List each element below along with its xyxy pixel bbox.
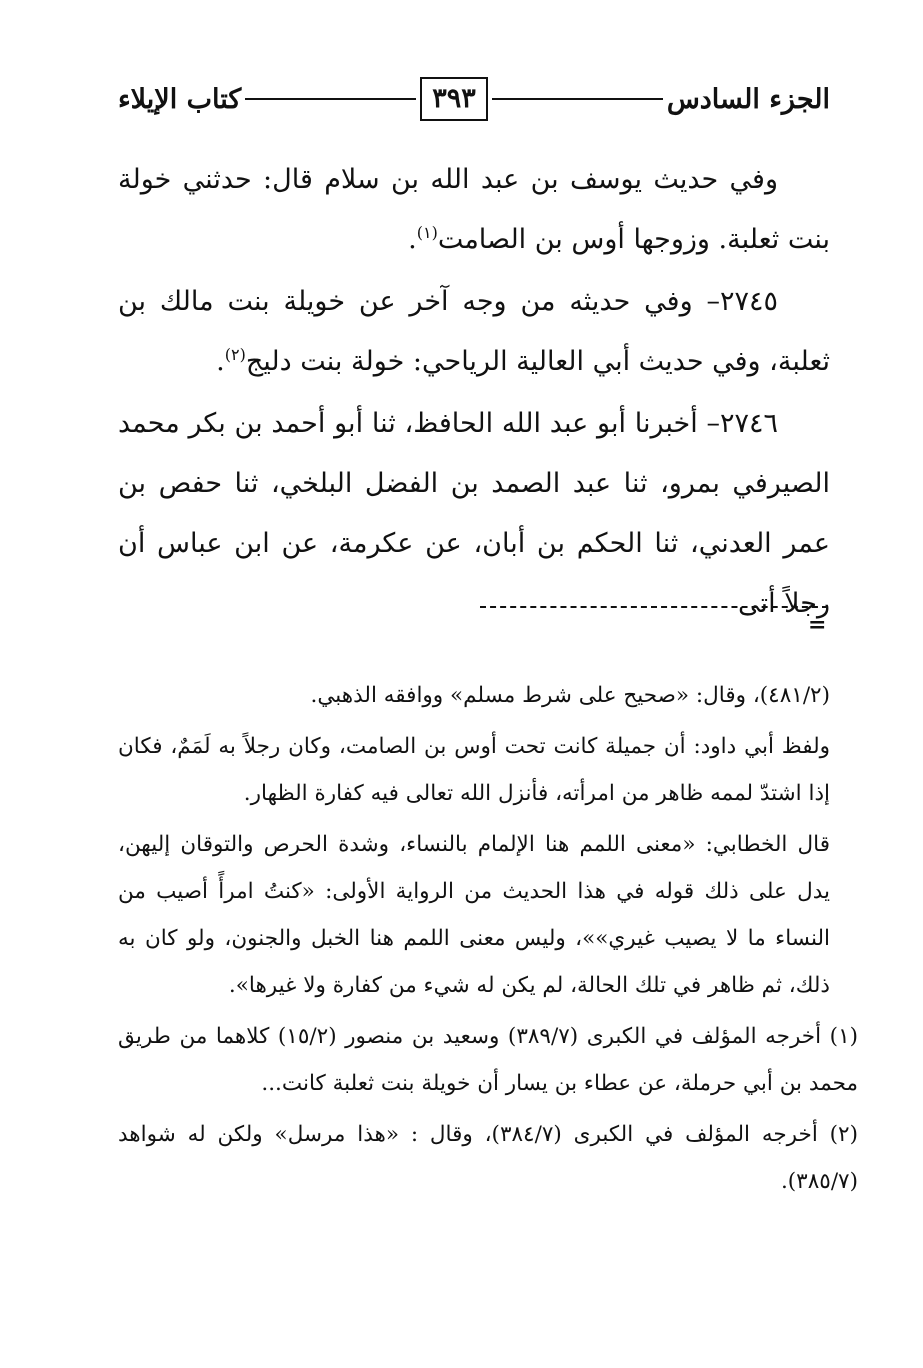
footnote-ref-1: (١) — [416, 223, 438, 242]
header-rule-right — [492, 98, 663, 100]
footnote-continued-3: قال الخطابي: «معنى اللمم هنا الإلمام بالنساء، وشدة الحرص والتوقان إليهن، يدل على ذلك قوله في هذا الحديث من الرواية الأولى: «كنتُ امرأً أصيب من النساء ما لا يصيب غيري»»، وليس معنى اللمم هنا الخبل والجنون، ولو كان به ذلك، ثم ظاهر في تلك الحالة، لم يكن له شيء من كفارة ولا غيرها». — [118, 832, 830, 998]
page-header — [118, 74, 830, 124]
footnote-ref-2: (٢) — [224, 345, 246, 364]
footnote-2 — [118, 1111, 858, 1205]
header-rule-left — [245, 98, 416, 100]
book-title: كتاب الإيلاء — [117, 83, 242, 115]
footnotes — [118, 672, 859, 1209]
page-number: ٣٩٣ — [420, 77, 488, 121]
main-paragraph-1 — [118, 150, 830, 270]
footnote-continued-1: (٤٨١/٢)، وقال: «صحيح على شرط مسلم» ووافقه الذهبي. — [310, 683, 830, 708]
main-paragraph-2-end: . — [216, 346, 225, 377]
footnote-separator — [480, 606, 828, 608]
main-paragraph-3: ٢٧٤٦– أخبرنا أبو عبد الله الحافظ، ثنا أبو أحمد بن بكر محمد الصيرفي بمرو، ثنا عبد الصمد بن الفضل البلخي، ثنا حفص بن عمر العدني، ثنا الحكم بن أبان، عن عكرمة، عن ابن عباس أن رجلاً أتى — [118, 408, 830, 619]
footnote-1-text: أخرجه المؤلف في الكبرى (٣٨٩/٧) وسعيد بن منصور (١٥/٢) كلاهما من طريق محمد بن أبي حرملة، عن عطاء بن يسار أن خويلة بنت ثعلبة كانت... — [118, 1024, 858, 1096]
footnote-2-text: أخرجه المؤلف في الكبرى (٣٨٤/٧)، وقال : «هذا مرسل» ولكن له شواهد (٣٨٥/٧). — [118, 1122, 858, 1194]
volume-title: الجزء السادس — [666, 83, 830, 115]
main-paragraph-1-end: . — [408, 224, 417, 255]
continuation-mark: = — [808, 612, 827, 638]
footnote-continued-2: ولفظ أبي داود: أن جميلة كانت تحت أوس بن الصامت، وكان رجلاً به لَمَمٌ، فكان إذا اشتدّ لممه ظاهر من امرأته، فأنزل الله تعالى فيه كفارة الظهار. — [118, 734, 830, 806]
footnote-1-number: (١) — [829, 1024, 859, 1049]
main-paragraph-1-text: وفي حديث يوسف بن عبد الله بن سلام قال: حدثني خولة بنت ثعلبة. وزوجها أوس بن الصامت — [118, 164, 830, 255]
main-text — [118, 150, 830, 636]
footnote-1 — [118, 1013, 858, 1107]
main-paragraph-2 — [118, 272, 830, 392]
main-paragraph-2-text: ٢٧٤٥– وفي حديثه من وجه آخر عن خويلة بنت مالك بن ثعلبة، وفي حديث أبي العالية الرياحي: خولة بنت دليج — [118, 286, 830, 377]
footnote-2-number: (٢) — [829, 1122, 858, 1147]
